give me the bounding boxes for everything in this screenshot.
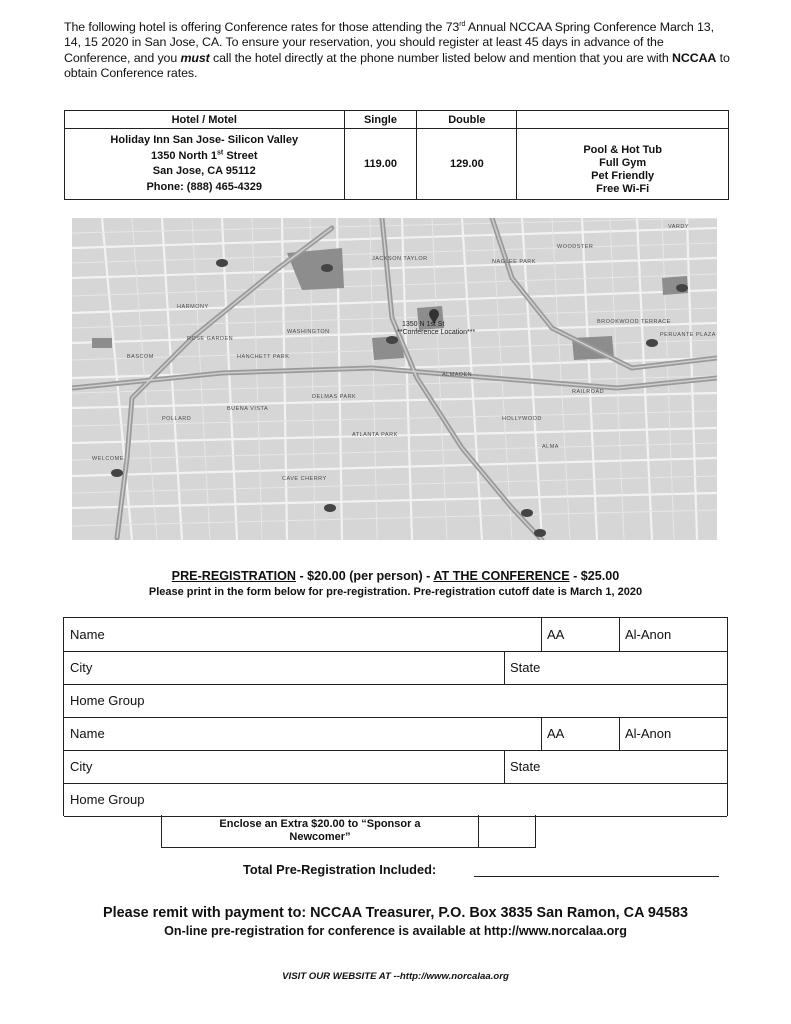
svg-text:ROSE GARDEN: ROSE GARDEN (187, 336, 234, 342)
svg-text:WOODSTER: WOODSTER (557, 244, 594, 250)
amenity-pets: Pet Friendly (591, 170, 655, 182)
location-map (72, 218, 717, 540)
sponsor-text-line-2: Newcomer” (289, 831, 351, 843)
prereg-price: - $20.00 (per person) - (295, 569, 434, 583)
header-double: Double (417, 111, 517, 129)
hotel-name: Holiday Inn San Jose- Silicon Valley (110, 134, 299, 146)
form-row-name-1 (64, 618, 727, 652)
svg-text:CAVE CHERRY: CAVE CHERRY (282, 476, 327, 482)
svg-text:RAILROAD: RAILROAD (572, 389, 605, 395)
svg-text:PERUANTE PLAZA: PERUANTE PLAZA (660, 332, 716, 338)
intro-text-4: to obtain Conference rates. (64, 50, 730, 81)
intro-nccaa: NCCAA (672, 50, 717, 65)
hotel-phone: Phone: (888) 465-4329 (146, 180, 263, 193)
svg-text:WASHINGTON: WASHINGTON (287, 329, 330, 335)
form-row-homegroup-1 (64, 684, 727, 718)
home-group-field-1[interactable]: Home Group (70, 693, 145, 708)
intro-text-2: Annual NCCAA Spring Conference March 13, 14, 15 2020 in San Jose, CA. To ensure your reservation, you should register at least 45 days in advance of the Conference, and you (64, 20, 714, 65)
form-row-name-2 (64, 717, 727, 751)
sponsor-newcomer-label (162, 818, 478, 844)
city-field-1[interactable]: City (70, 660, 93, 675)
website-footer: VISIT OUR WEBSITE AT --http://www.norcalaa.org (282, 971, 509, 982)
svg-text:HOLLYWOOD: HOLLYWOOD (502, 416, 542, 422)
svg-text:**Conference Location***: **Conference Location*** (397, 329, 476, 336)
name-field-2[interactable]: Name (70, 726, 105, 741)
online-registration-note: On-line pre-registration for conference is available at http://www.norcalaa.org (164, 924, 627, 938)
prereg-label: PRE-REGISTRATION (171, 569, 296, 583)
form-row-city-2 (64, 750, 727, 784)
prereg-subtitle: Please print in the form below for pre-registration. Pre-registration cutoff date is March 1, 2020 (148, 586, 643, 598)
svg-text:1350 N 1st St: 1350 N 1st St (402, 321, 445, 328)
svg-text:WELCOME: WELCOME (92, 456, 124, 462)
svg-text:HANCHETT PARK: HANCHETT PARK (237, 354, 290, 360)
svg-text:NAGLEE PARK: NAGLEE PARK (492, 259, 536, 265)
hotel-row (65, 129, 729, 200)
city-field-2[interactable]: City (70, 759, 93, 774)
svg-text:ALMADEN: ALMADEN (442, 372, 473, 378)
at-conference-label: AT THE CONFERENCE (433, 569, 570, 583)
form-row-homegroup-2 (64, 783, 727, 817)
prereg-title (0, 569, 791, 583)
registration-form (63, 617, 728, 816)
state-field-1[interactable]: State (510, 660, 541, 675)
single-rate: 119.00 (344, 129, 417, 200)
svg-text:BUENA VISTA: BUENA VISTA (227, 406, 269, 412)
hotel-city: San Jose, CA 95112 (152, 165, 256, 177)
amenities (517, 129, 729, 200)
svg-text:POLLARD: POLLARD (162, 416, 192, 422)
svg-text:VARDY: VARDY (668, 224, 690, 230)
amenity-wifi: Free Wi-Fi (596, 183, 650, 195)
svg-text:BROOKWOOD TERRACE: BROOKWOOD TERRACE (597, 319, 671, 325)
hotel-street: 1350 North 1st Street (151, 148, 258, 162)
total-amount-line[interactable] (474, 876, 719, 877)
alanon-checkbox-1[interactable]: Al-Anon (625, 627, 672, 642)
svg-text:DELMAS PARK: DELMAS PARK (312, 394, 357, 400)
svg-text:JACKSON TAYLOR: JACKSON TAYLOR (372, 256, 428, 262)
hotel-info (65, 129, 345, 200)
alanon-checkbox-2[interactable]: Al-Anon (625, 726, 672, 741)
state-field-2[interactable]: State (510, 759, 541, 774)
intro-ordinal: rd (459, 20, 466, 28)
map-graphic (72, 218, 717, 540)
amenity-gym: Full Gym (599, 157, 647, 169)
sponsor-text-line-1: Enclose an Extra $20.00 to “Sponsor a (219, 818, 421, 830)
name-field-1[interactable]: Name (70, 627, 105, 642)
intro-paragraph (64, 20, 732, 82)
remit-address: Please remit with payment to: NCCAA Treasurer, P.O. Box 3835 San Ramon, CA 94583 (103, 905, 688, 921)
svg-text:ALMA: ALMA (542, 444, 559, 450)
svg-text:ATLANTA PARK: ATLANTA PARK (352, 432, 398, 438)
amenity-pool: Pool & Hot Tub (583, 144, 662, 156)
intro-text-1: The following hotel is offering Conference rates for those attending the 73 (64, 20, 460, 34)
aa-checkbox-1[interactable]: AA (547, 627, 565, 642)
hotel-table (64, 110, 729, 200)
aa-checkbox-2[interactable]: AA (547, 726, 565, 741)
form-row-city-1 (64, 651, 727, 685)
at-conference-price: - $25.00 (569, 569, 620, 583)
header-amenities (517, 111, 729, 129)
sponsor-newcomer-row (161, 815, 536, 848)
double-rate: 129.00 (417, 129, 517, 200)
sponsor-amount-box[interactable] (478, 815, 536, 847)
svg-text:BASCOM: BASCOM (127, 354, 154, 360)
hotel-table-header (65, 111, 729, 129)
intro-text-3: call the hotel directly at the phone number listed below and mention that you are with (209, 50, 673, 65)
intro-must: must (180, 50, 210, 65)
svg-text:HARMONY: HARMONY (177, 304, 209, 310)
header-hotel: Hotel / Motel (65, 111, 345, 129)
home-group-field-2[interactable]: Home Group (70, 792, 145, 807)
total-label: Total Pre-Registration Included: (243, 862, 437, 877)
header-single: Single (344, 111, 417, 129)
